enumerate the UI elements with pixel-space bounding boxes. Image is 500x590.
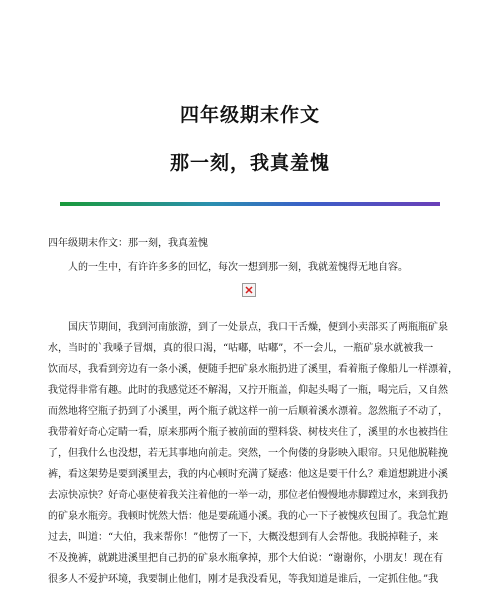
body-line: 饮而尽，我看到旁边有一条小溪，便随手把矿泉水瓶扔进了溪里，看着瓶子像船儿一样漂着，: [48, 364, 458, 375]
body-line: 的矿泉水瓶旁。我顿时恍然大悟：他是要疏通小溪。我的心一下子被愧疚包围了。我急忙跑: [48, 511, 448, 522]
body-paragraph: [48, 317, 458, 590]
document-subtitle: 四年级期末作文：那一刻，我真羞愧: [48, 238, 208, 249]
body-line: 去凉快凉快？好奇心驱使着我关注着他的一举一动，那位老伯慢慢地赤脚蹚过水，来到我扔: [48, 490, 448, 501]
body-line: 不及挽裤，就跳进溪里把自己扔的矿泉水瓶拿掉，那个大伯说：“谢谢你，小朋友！现在有: [48, 553, 444, 564]
body-line: 过去，叫道：“大伯，我来帮你！”他愣了一下，大概没想到有人会帮他。我脱掉鞋子，来: [48, 532, 439, 543]
body-line: 而然地将空瓶子扔到了小溪里，两个瓶子就这样一前一后顺着溪水漂着。忽然瓶子不动了，: [48, 406, 448, 417]
body-line: 裤，看这架势是要到溪里去，我的内心顿时充满了疑惑：他这是要干什么？难道想跳进小溪: [48, 469, 448, 480]
document-title-line1: 四年级期末作文: [179, 104, 320, 126]
body-line: 了，但我什么也没想，若无其事地向前走。突然，一个佝偻的身影映入眼帘。只见他脱鞋挽: [48, 448, 448, 459]
body-line: 很多人不爱护环境，我要制止他们，刚才是我没看见，等我知道是谁后，一定抓住他。”我: [48, 574, 439, 585]
intro-paragraph: 人的一生中，有许许多多的回忆，每次一想到那一刻，我就羞愧得无地自容。: [68, 262, 408, 273]
body-line: 国庆节期间，我到河南旅游，到了一处景点，我口干舌燥，便到小卖部买了两瓶瓶矿泉: [48, 322, 448, 333]
body-line: 我觉得非常有趣。此时的我感觉还不解渴，又拧开瓶盖，仰起头喝了一瓶，喝完后，又自然: [48, 385, 448, 396]
gradient-divider: [60, 202, 440, 206]
document-title-line2: 那一刻，我真羞愧: [169, 152, 330, 174]
red-x-icon: [245, 286, 253, 294]
broken-image-icon: [242, 283, 256, 297]
body-line: 水，当时的`我嗓子冒烟，真的很口渴，“咕嘟，咕嘟”，不一会儿，一瓶矿泉水就被我一: [48, 343, 434, 354]
body-line: 我带着好奇心定睛一看，原来那两个瓶子被前面的塑料袋、树枝夹住了，溪里的水也被挡住: [48, 427, 448, 438]
